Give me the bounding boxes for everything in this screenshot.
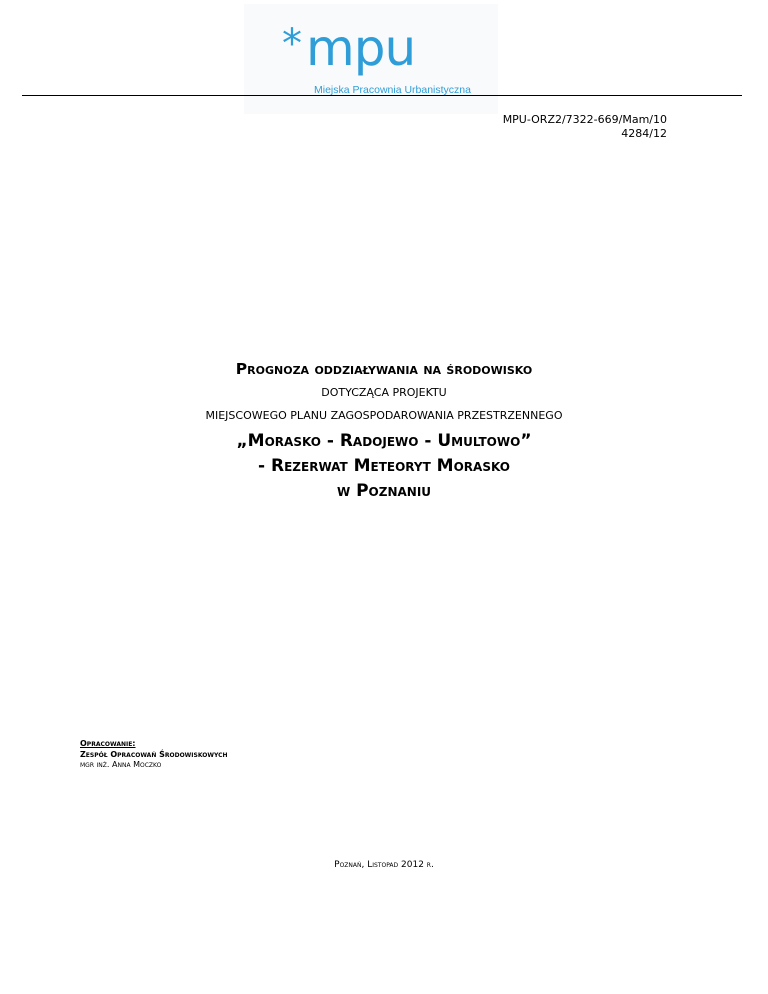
document-title: Prognoza oddziaływania na środowisko [235,360,533,378]
authors-block [80,739,228,771]
mpu-logo [244,4,498,114]
authors-team: Zespół Opracowań Środowiskowych [80,749,228,759]
reference-line-1: MPU-ORZ2/7322-669/Mam/10 [502,113,667,126]
plan-name-line-3: w Poznaniu [336,481,432,501]
plan-name-line-1: „Morasko - Radojewo - Umultowo” [236,431,532,451]
logo-asterisk: * [282,21,302,67]
title-subline-2: MIEJSCOWEGO PLANU ZAGOSPODAROWANIA PRZESTRZENNEGO [205,409,563,422]
authors-person: mgr inż. Anna Moczko [80,760,162,769]
logo-subtitle: Miejska Pracownia Urbanistyczna [314,84,471,96]
title-subline-1: DOTYCZĄCA PROJEKTU [321,386,447,399]
place-and-date: Poznań, Listopad 2012 r. [334,860,434,870]
authors-label: Opracowanie: [80,739,136,748]
reference-number [503,113,667,141]
plan-name-line-2: - Rezerwat Meteoryt Morasko [258,456,510,476]
logo-wordmark: mpu [306,19,416,77]
reference-line-2: 4284/12 [621,127,667,140]
header-divider [22,95,742,96]
title-block [0,358,768,504]
